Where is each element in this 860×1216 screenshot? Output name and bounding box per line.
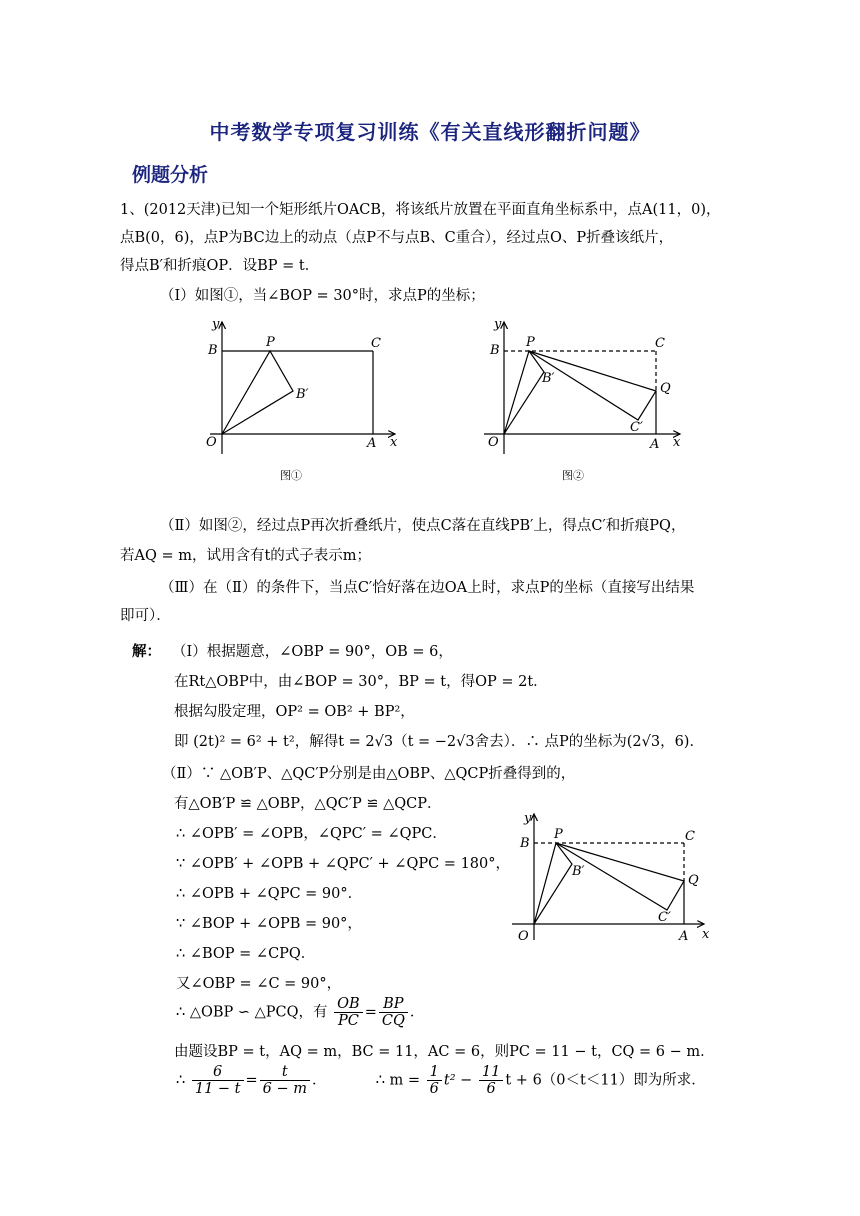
question-3b: 即可）． <box>120 608 171 624</box>
solution-line-8: ∵ ∠OPB′ + ∠OPB + ∠QPC′ + ∠QPC = 180°， <box>176 856 510 872</box>
label-b: B <box>490 343 500 358</box>
solution-line-2: 在Rt△OBP中，由∠BOP = 30°，BP = t，得OP = 2t． <box>174 674 548 690</box>
figure-1-caption: 图① <box>280 469 302 482</box>
problem-line-3: 得点B′和折痕OP．设BP = t． <box>120 258 320 274</box>
solution-line-12: 又∠OBP = ∠C = 90°， <box>176 976 342 992</box>
label-c: C <box>685 829 695 844</box>
label-a: A <box>679 929 689 944</box>
solution-line-13: ∴ △OBP ∽ △PCQ，有 $\frac{OB}{PC}$ = $\frac{BP}{CQ}$ ． <box>176 996 425 1029</box>
solution-line-15: ∴ $\frac{6}{11 - t}$ = $\frac{t}{6 - m}$ ． ∴ m = $\frac{1}{6}$ t² − $\frac{11}{6}$ t + 6（0＜t＜11）即为所求． <box>176 1064 706 1097</box>
fraction-ob-pc: $\frac{OB}{PC}$ <box>334 996 363 1029</box>
label-b-prime: B′ <box>296 387 309 402</box>
solution-label: 解： <box>132 643 161 660</box>
label-x: x <box>702 927 710 942</box>
label-p: P <box>266 335 275 350</box>
fraction-t-6m: $\frac{t}{6 - m}$ <box>260 1064 310 1097</box>
label-a: A <box>650 437 660 452</box>
label-o: O <box>206 435 217 450</box>
solution-line-7: ∴ ∠OPB′ = ∠OPB，∠QPC′ = ∠QPC． <box>176 826 447 842</box>
label-q: Q <box>688 873 699 888</box>
solution-line-11: ∴ ∠BOP = ∠CPQ． <box>176 946 316 962</box>
fraction-bp-cq: $\frac{BP}{CQ}$ <box>379 996 408 1029</box>
label-y: y <box>494 317 502 332</box>
label-y: y <box>212 317 220 332</box>
folded-triangle <box>222 351 293 434</box>
figure-1 <box>200 316 420 486</box>
similar-statement: ∴ △OBP ∽ △PCQ，有 <box>176 1004 328 1021</box>
question-2a: （Ⅱ）如图②，经过点P再次折叠纸片，使点C落在直线PB′上，得点C′和折痕PQ， <box>160 518 686 534</box>
folded-triangle-1 <box>504 351 544 434</box>
label-q: Q <box>660 381 671 396</box>
solution-line-5: （Ⅱ）∵ △OB′P、△QC′P分别是由△OBP、△QCP折叠得到的， <box>162 766 576 782</box>
question-1: （Ⅰ）如图①，当∠BOP = 30°时，求点P的坐标； <box>160 288 485 304</box>
solution-line-4: 即 (2t)² = 6² + t²，解得t = 2√3（t = −2√3舍去）．∴ 点P的坐标为(2√3，6)． <box>174 734 704 750</box>
fraction-6-11t: $\frac{6}{11 - t}$ <box>192 1064 244 1097</box>
label-a: A <box>367 436 377 451</box>
label-y: y <box>524 811 532 826</box>
problem-line-1: 1、(2012天津)已知一个矩形纸片OACB，将该纸片放置在平面直角坐标系中，点A(11，0)， <box>120 202 721 218</box>
label-c-prime: C′ <box>658 910 671 925</box>
label-b-prime: B′ <box>542 371 555 386</box>
solution-line-10: ∵ ∠BOP + ∠OPB = 90°， <box>176 916 362 932</box>
label-o: O <box>488 435 499 450</box>
label-c: C <box>655 336 665 351</box>
label-o: O <box>518 929 529 944</box>
label-b-prime: B′ <box>572 864 585 879</box>
label-b: B <box>520 836 530 851</box>
solution-line-6: 有△OB′P ≌ △OBP，△QC′P ≌ △QCP． <box>174 796 442 812</box>
label-c: C <box>371 336 381 351</box>
fraction-1-6: $\frac{1}{6}$ <box>427 1064 442 1097</box>
label-x: x <box>390 435 398 450</box>
solution-line-9: ∴ ∠OPB + ∠QPC = 90°． <box>176 886 363 902</box>
solution-line-14: 由题设BP = t，AQ = m，BC = 11，AC = 6，则PC = 11 − t，CQ = 6 − m． <box>174 1044 715 1060</box>
question-3a: （Ⅲ）在（Ⅱ）的条件下，当点C′恰好落在边OA上时，求点P的坐标（直接写出结果 <box>160 580 695 596</box>
solution-line-1: （Ⅰ）根据题意，∠OBP = 90°，OB = 6， <box>172 644 453 660</box>
fraction-11-6: $\frac{11}{6}$ <box>479 1064 503 1097</box>
label-p: P <box>554 827 563 842</box>
folded-triangle-1 <box>534 843 572 924</box>
label-b: B <box>208 343 218 358</box>
question-2b: 若AQ = m，试用含有t的式子表示m； <box>120 548 372 564</box>
problem-line-2: 点B(0，6)，点P为BC边上的动点（点P不与点B、C重合），经过点O、P折叠该纸片， <box>120 230 674 246</box>
label-c-prime: C′ <box>630 420 643 435</box>
page-title: 中考数学专项复习训练《有关直线形翻折问题》 <box>209 120 651 144</box>
figure-3 <box>508 810 728 950</box>
label-p: P <box>526 335 535 350</box>
solution-line-3: 根据勾股定理，OP² = OB² + BP²， <box>174 704 415 720</box>
figure-2-caption: 图② <box>562 469 584 482</box>
figure-2 <box>480 316 700 486</box>
label-x: x <box>673 435 681 450</box>
section-heading: 例题分析 <box>132 164 209 186</box>
